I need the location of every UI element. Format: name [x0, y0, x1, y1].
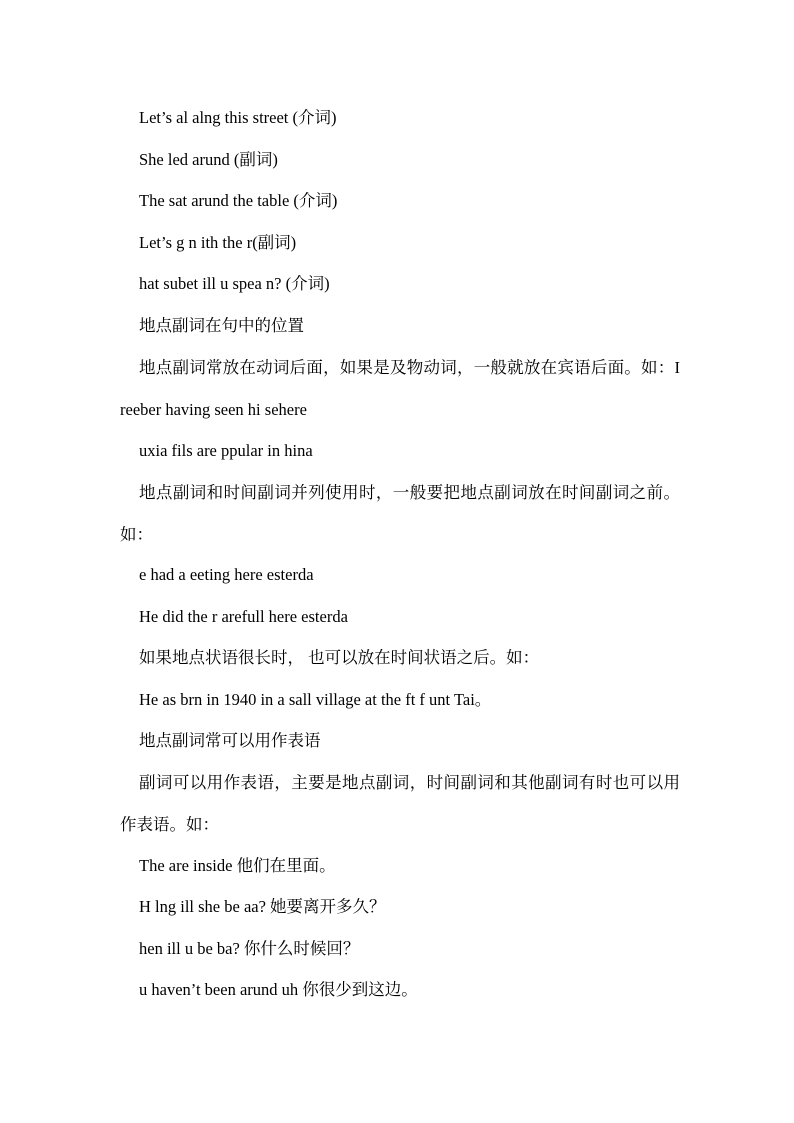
text-line: He did the r arefull here esterda: [139, 607, 348, 626]
text-line: The sat arund the table (介词): [139, 191, 338, 210]
paragraph: 副词可以用作表语，主要是地点副词，时间副词和其他副词有时也可以用作表语。如：: [120, 773, 680, 834]
section-heading: 地点副词常可以用作表语: [139, 731, 321, 750]
text-line: hen ill u be ba? 你什么时候回？: [139, 939, 360, 958]
text-line: u haven’t been arund uh 你很少到这边。: [139, 980, 418, 999]
section-heading: 地点副词在句中的位置: [139, 316, 304, 335]
text-line: hat subet ill u spea n? (介词): [139, 274, 330, 293]
text-line: 如果地点状语很长时， 也可以放在时间状语之后。如：: [139, 648, 540, 667]
text-line: e had a eeting here esterda: [139, 565, 314, 584]
paragraph: 地点副词常放在动词后面，如果是及物动词，一般就放在宾语后面。如：I reeber having seen hi sehere: [120, 358, 680, 419]
paragraph: 地点副词和时间副词并列使用时，一般要把地点副词放在时间副词之前。如：: [120, 483, 680, 544]
text-line: He as brn in 1940 in a sall village at the ft f unt Tai。: [139, 690, 492, 709]
text-line: Let’s al alng this street (介词): [139, 108, 337, 127]
text-line: H lng ill she be aa? 她要离开多久？: [139, 897, 386, 916]
text-line: Let’s g n ith the r(副词): [139, 233, 297, 252]
text-line: She led arund (副词): [139, 150, 278, 169]
text-line: uxia fils are ppular in hina: [139, 441, 313, 460]
text-line: The are inside 他们在里面。: [139, 856, 336, 875]
